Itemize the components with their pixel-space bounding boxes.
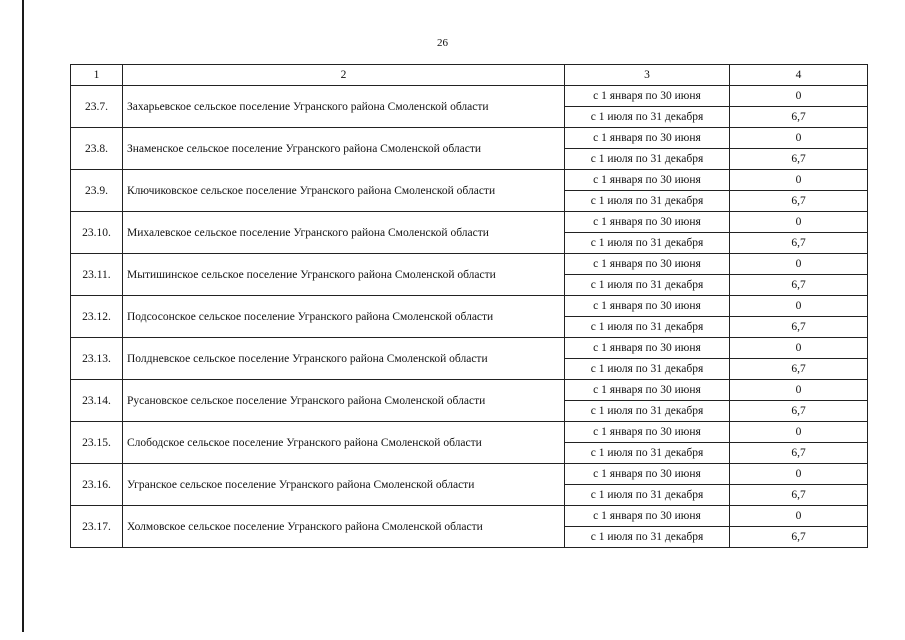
row-number: 23.9. bbox=[71, 170, 123, 212]
row-number: 23.13. bbox=[71, 338, 123, 380]
table-row bbox=[71, 422, 868, 443]
rate-second-half: 6,7 bbox=[730, 317, 868, 338]
period-first-half: с 1 января по 30 июня bbox=[565, 506, 730, 527]
period-first-half: с 1 января по 30 июня bbox=[565, 422, 730, 443]
table-row bbox=[71, 170, 868, 191]
row-number: 23.15. bbox=[71, 422, 123, 464]
row-number: 23.7. bbox=[71, 86, 123, 128]
settlement-name: Русановское сельское поселение Угранского района Смоленской области bbox=[123, 380, 565, 422]
table-row bbox=[71, 464, 868, 485]
row-number: 23.16. bbox=[71, 464, 123, 506]
rate-second-half: 6,7 bbox=[730, 443, 868, 464]
period-second-half: с 1 июля по 31 декабря bbox=[565, 527, 730, 548]
settlement-name: Михалевское сельское поселение Угранского района Смоленской области bbox=[123, 212, 565, 254]
settlement-name: Угранское сельское поселение Угранского района Смоленской области bbox=[123, 464, 565, 506]
table-row bbox=[71, 506, 868, 527]
table-row bbox=[71, 254, 868, 275]
column-header: 3 bbox=[565, 65, 730, 86]
rate-first-half: 0 bbox=[730, 296, 868, 317]
rate-first-half: 0 bbox=[730, 338, 868, 359]
rate-first-half: 0 bbox=[730, 128, 868, 149]
rate-second-half: 6,7 bbox=[730, 107, 868, 128]
period-second-half: с 1 июля по 31 декабря bbox=[565, 485, 730, 506]
table-row bbox=[71, 128, 868, 149]
rate-second-half: 6,7 bbox=[730, 485, 868, 506]
period-first-half: с 1 января по 30 июня bbox=[565, 254, 730, 275]
rate-first-half: 0 bbox=[730, 422, 868, 443]
scan-edge-line bbox=[22, 0, 24, 632]
period-second-half: с 1 июля по 31 декабря bbox=[565, 233, 730, 254]
table-row bbox=[71, 338, 868, 359]
rate-second-half: 6,7 bbox=[730, 191, 868, 212]
column-header: 4 bbox=[730, 65, 868, 86]
table-row bbox=[71, 212, 868, 233]
row-number: 23.11. bbox=[71, 254, 123, 296]
rate-first-half: 0 bbox=[730, 254, 868, 275]
period-first-half: с 1 января по 30 июня bbox=[565, 212, 730, 233]
rate-first-half: 0 bbox=[730, 380, 868, 401]
period-second-half: с 1 июля по 31 декабря bbox=[565, 359, 730, 380]
settlement-name: Мытишинское сельское поселение Угранского района Смоленской области bbox=[123, 254, 565, 296]
settlement-name: Захарьевское сельское поселение Угранского района Смоленской области bbox=[123, 86, 565, 128]
rate-second-half: 6,7 bbox=[730, 149, 868, 170]
period-first-half: с 1 января по 30 июня bbox=[565, 464, 730, 485]
row-number: 23.17. bbox=[71, 506, 123, 548]
table-row bbox=[71, 380, 868, 401]
period-second-half: с 1 июля по 31 декабря bbox=[565, 191, 730, 212]
table-header-row bbox=[71, 65, 868, 86]
period-first-half: с 1 января по 30 июня bbox=[565, 296, 730, 317]
period-first-half: с 1 января по 30 июня bbox=[565, 128, 730, 149]
column-header: 1 bbox=[71, 65, 123, 86]
settlement-name: Подсосонское сельское поселение Угранского района Смоленской области bbox=[123, 296, 565, 338]
column-header: 2 bbox=[123, 65, 565, 86]
rate-second-half: 6,7 bbox=[730, 527, 868, 548]
period-first-half: с 1 января по 30 июня bbox=[565, 338, 730, 359]
period-second-half: с 1 июля по 31 декабря bbox=[565, 107, 730, 128]
period-first-half: с 1 января по 30 июня bbox=[565, 170, 730, 191]
period-first-half: с 1 января по 30 июня bbox=[565, 86, 730, 107]
period-second-half: с 1 июля по 31 декабря bbox=[565, 401, 730, 422]
row-number: 23.10. bbox=[71, 212, 123, 254]
table-body bbox=[71, 86, 868, 548]
period-second-half: с 1 июля по 31 декабря bbox=[565, 317, 730, 338]
rate-second-half: 6,7 bbox=[730, 275, 868, 296]
period-second-half: с 1 июля по 31 декабря bbox=[565, 275, 730, 296]
period-second-half: с 1 июля по 31 декабря bbox=[565, 443, 730, 464]
rate-second-half: 6,7 bbox=[730, 359, 868, 380]
rate-second-half: 6,7 bbox=[730, 401, 868, 422]
table-row bbox=[71, 86, 868, 107]
settlement-name: Ключиковское сельское поселение Угранского района Смоленской области bbox=[123, 170, 565, 212]
row-number: 23.12. bbox=[71, 296, 123, 338]
settlement-name: Холмовское сельское поселение Угранского района Смоленской области bbox=[123, 506, 565, 548]
table-row bbox=[71, 296, 868, 317]
settlement-name: Полдневское сельское поселение Угранского района Смоленской области bbox=[123, 338, 565, 380]
period-second-half: с 1 июля по 31 декабря bbox=[565, 149, 730, 170]
rate-first-half: 0 bbox=[730, 170, 868, 191]
rate-first-half: 0 bbox=[730, 506, 868, 527]
row-number: 23.8. bbox=[71, 128, 123, 170]
settlement-name: Слободское сельское поселение Угранского района Смоленской области bbox=[123, 422, 565, 464]
page-number: 26 bbox=[437, 37, 448, 49]
rate-first-half: 0 bbox=[730, 212, 868, 233]
period-first-half: с 1 января по 30 июня bbox=[565, 380, 730, 401]
rate-first-half: 0 bbox=[730, 464, 868, 485]
row-number: 23.14. bbox=[71, 380, 123, 422]
tariff-table bbox=[70, 64, 868, 548]
settlement-name: Знаменское сельское поселение Угранского района Смоленской области bbox=[123, 128, 565, 170]
rate-first-half: 0 bbox=[730, 86, 868, 107]
rate-second-half: 6,7 bbox=[730, 233, 868, 254]
